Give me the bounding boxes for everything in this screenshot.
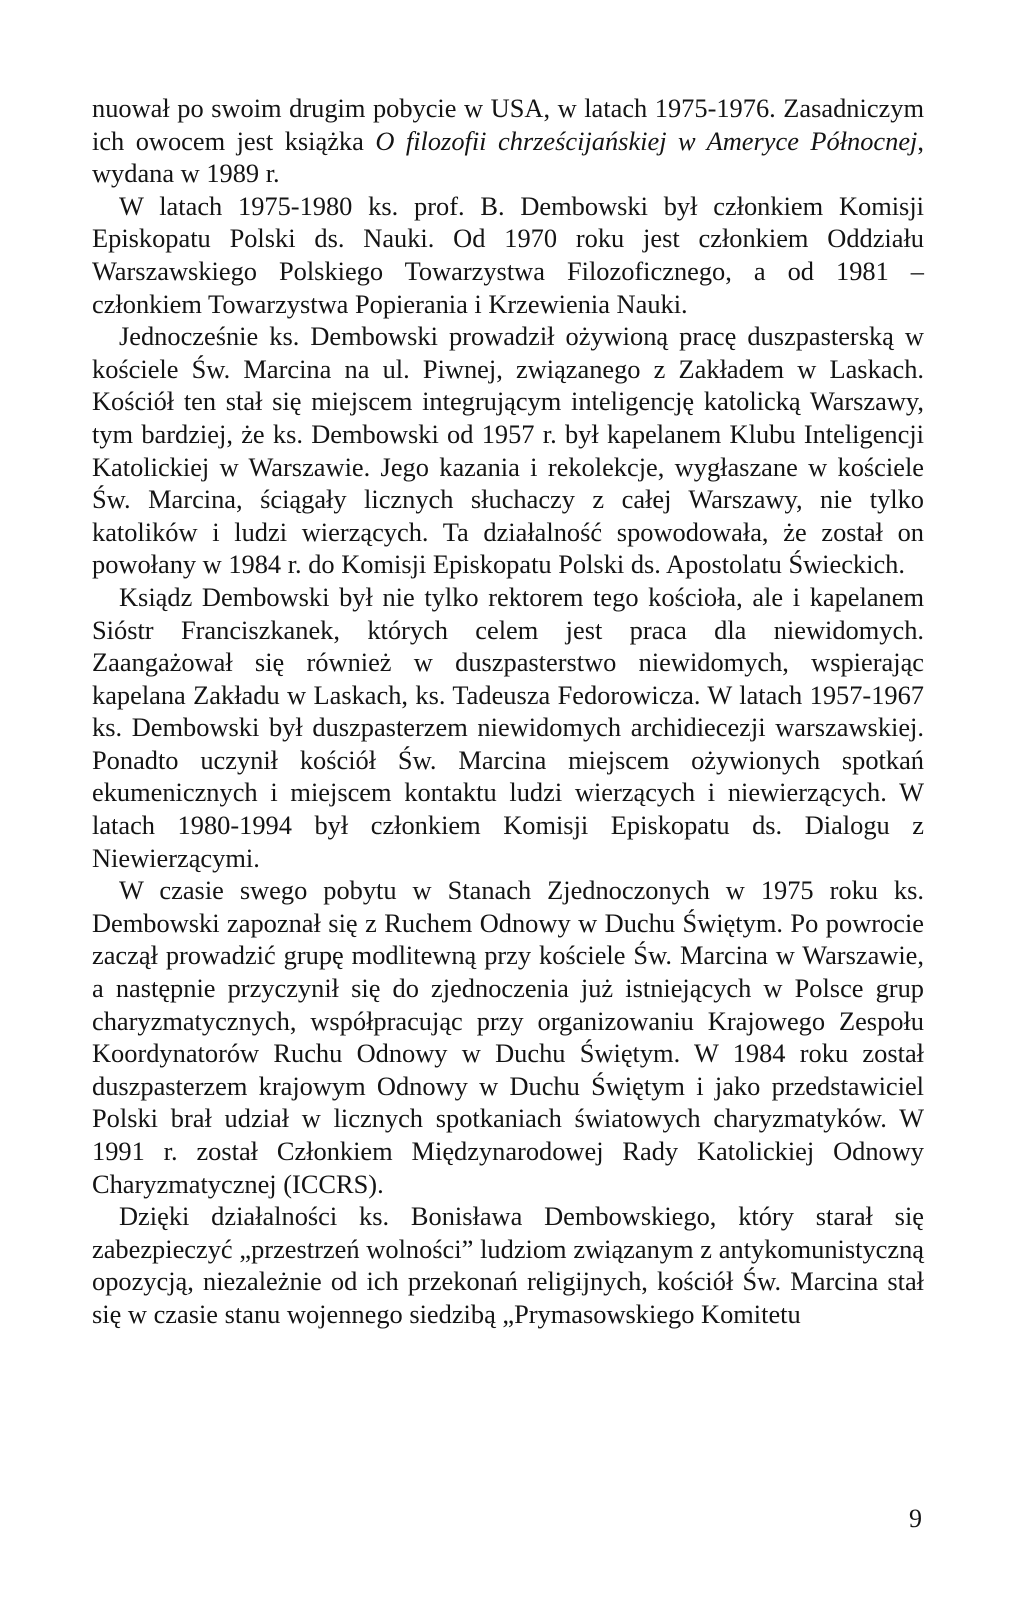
paragraph-3-text: Jednocześnie ks. Dembowski prowadził ożywioną pracę duszpasterską w kościele Św. Marcina na ul. Piwnej, związanego z Zakładem w Laskach. Kościół ten stał się miejscem integrującym inteligencję katolicką Warszawy, tym bardziej, że ks. Dembowski od 1957 r. był kapelanem Klubu Inteligencji Katolickiej w Warszawie. Jego kazania i rekolekcje, wygłaszane w kościele Św. Marcina, ściągały licznych słuchaczy z całej Warszawy, nie tylko katolików i ludzi wierzących. Ta działalność spowodowała, że został on powołany w 1984 r. do Komisji Episkopatu Polski ds. Apostolatu Świeckich.	[92, 321, 924, 580]
paragraph-4	[92, 581, 924, 874]
book-title: O filozofii chrześcijańskiej w Ameryce Północnej	[375, 125, 918, 156]
paragraph-4-text: Ksiądz Dembowski był nie tylko rektorem tego kościoła, ale i kapelanem Sióstr Franciszkanek, których celem jest praca dla niewidomych. Zaangażował się również w duszpasterstwo niewidomych, wspierając kapelana Zakładu w Laskach, ks. Tadeusza Fedorowicza. W latach 1957-1967 ks. Dembowski był duszpasterzem niewidomych archidiecezji warszawskiej. Ponadto uczynił kościół Św. Marcina miejscem ożywionych spotkań ekumenicznych i miejscem kontaktu ludzi wierzących i niewierzących. W latach 1980-1994 był członkiem Komisji Episkopatu ds. Dialogu z Niewierzącymi.	[92, 581, 924, 873]
page-number: 9	[909, 1504, 922, 1533]
document-page	[92, 92, 924, 1331]
paragraph-6-text: Dzięki działalności ks. Bonisława Dembowskiego, który starał się zabezpieczyć „przestrzeń wolności” ludziom związanym z antykomunistyczną opozycją, niezależnie od ich przekonań religijnych, kościół Św. Marcina stał się w czasie stanu wojennego siedzibą „Prymasowskiego Komitetu	[92, 1201, 924, 1329]
paragraph-1-text-b: , wydana w 1989 r.	[92, 125, 924, 189]
paragraph-5	[92, 874, 924, 1200]
paragraph-2-text: W latach 1975-1980 ks. prof. B. Dembowski był członkiem Komisji Episkopatu Polski ds. Nauki. Od 1970 roku jest członkiem Oddziału Warszawskiego Polskiego Towarzystwa Filozoficznego, a od 1981 – członkiem Towarzystwa Popierania i Krzewienia Nauki.	[92, 190, 924, 319]
paragraph-1	[92, 92, 924, 190]
paragraph-3	[92, 320, 924, 581]
paragraph-2	[92, 190, 924, 320]
paragraph-6	[92, 1200, 924, 1330]
paragraph-1-text-a: nuował po swoim drugim pobycie w USA, w latach 1975-1976. Zasadniczym ich owocem jest książka	[92, 93, 924, 156]
paragraph-5-text: W czasie swego pobytu w Stanach Zjednoczonych w 1975 roku ks. Dembowski zapoznał się z Ruchem Odnowy w Duchu Świętym. Po powrocie zaczął prowadzić grupę modlitewną przy kościele Św. Marcina w Warszawie, a następnie przyczynił się do zjednoczenia już istniejących w Polsce grup charyzmatycznych, współpracując przy organizowaniu Krajowego Zespołu Koordynatorów Ruchu Odnowy w Duchu Świętym. W 1984 roku został duszpasterzem krajowym Odnowy w Duchu Świętym i jako przedstawiciel Polski brał udział w licznych spotkaniach światowych charyzmatyków. W 1991 r. został Członkiem Międzynarodowej Rady Katolickiej Odnowy Charyzmatycznej (ICCRS).	[92, 875, 924, 1199]
